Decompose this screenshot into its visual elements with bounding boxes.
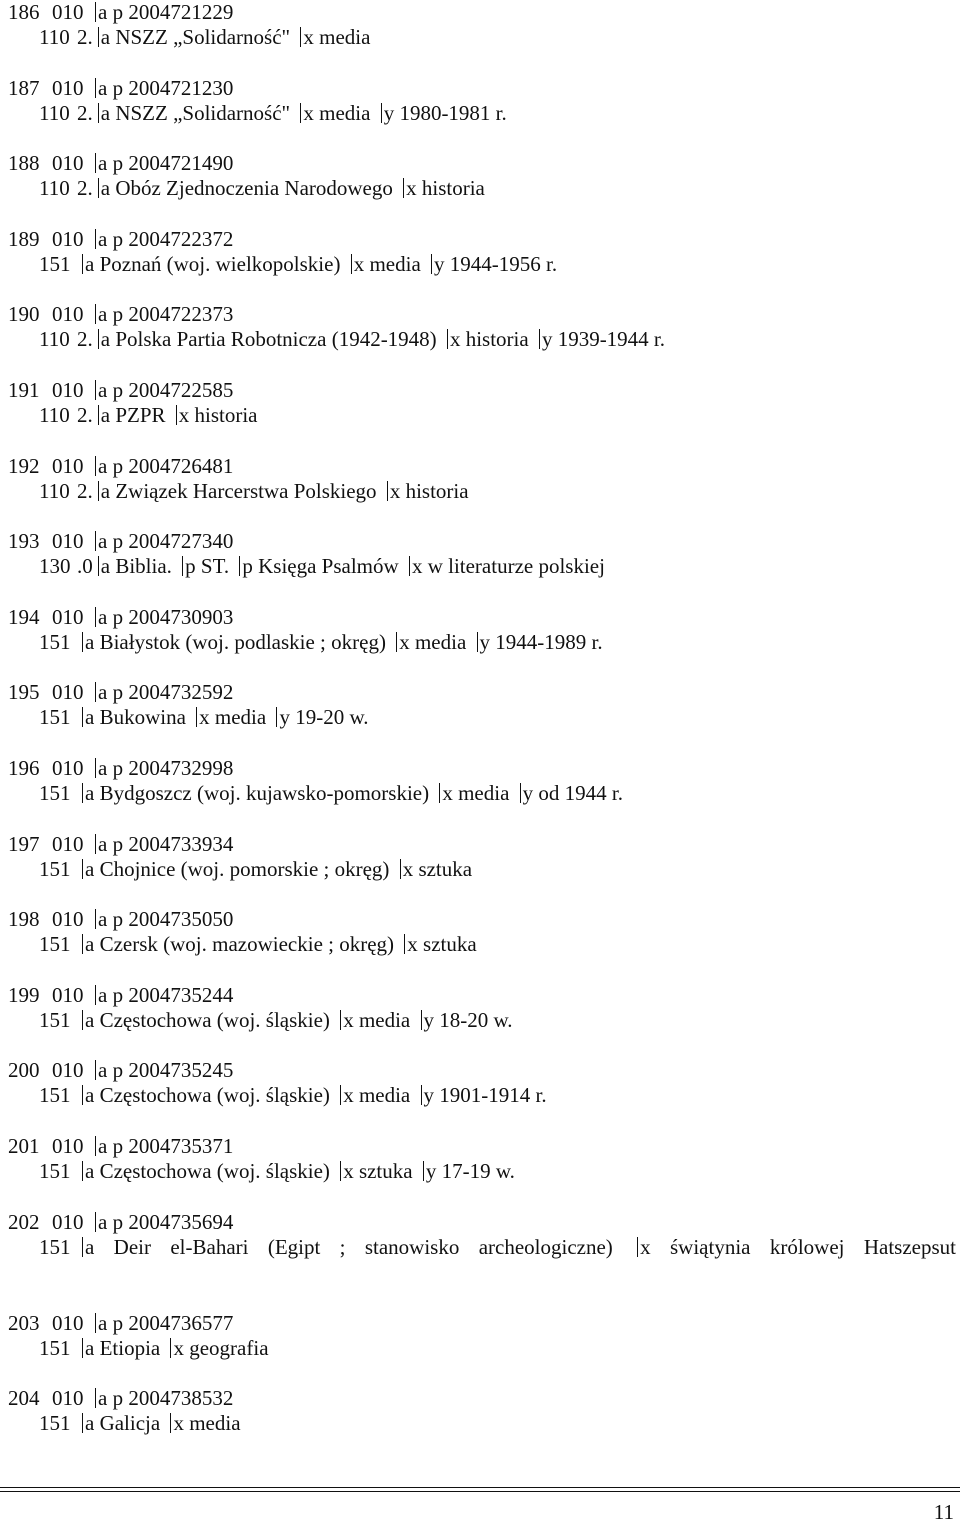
- subfield-separator: [95, 531, 96, 551]
- record-line-010: [8, 454, 956, 479]
- subfield-text: x świątynia królowej Hatszepsut: [640, 1234, 956, 1259]
- subfield-separator: [82, 1413, 83, 1433]
- subfield-text: x geografia: [173, 1335, 269, 1360]
- subfield-text: a Częstochowa (woj. śląskie): [85, 1083, 330, 1108]
- subfield-text: a Biblia.: [100, 554, 172, 579]
- subfield-separator: [447, 329, 448, 349]
- subfield-separator: [423, 1161, 424, 1181]
- record-entry: [8, 529, 956, 605]
- record-line-010: [8, 832, 956, 857]
- field-tag: 010: [52, 907, 84, 932]
- field-tag: 110: [39, 478, 70, 503]
- subfield-text: x media: [303, 25, 371, 49]
- page-number: 11: [933, 1500, 954, 1524]
- subfield-separator: [95, 1388, 96, 1408]
- subfield-text: a Galicja: [85, 1411, 161, 1436]
- subfield-separator: [182, 556, 183, 576]
- subfield-separator: [95, 1136, 96, 1156]
- record-line-data: [8, 630, 956, 655]
- record-line-data: [8, 101, 956, 126]
- record-line-data: [8, 176, 956, 201]
- record-line-data: [8, 705, 956, 730]
- indicator: 2.: [77, 402, 93, 427]
- record-number: 198: [8, 907, 40, 932]
- field-tag: 151: [39, 705, 71, 730]
- record-number: 190: [8, 302, 40, 327]
- subfield-text: x media: [442, 780, 510, 805]
- subfield-separator: [95, 758, 96, 778]
- subfield-text: a Chojnice (woj. pomorskie ; okręg): [85, 856, 390, 881]
- subfield-separator: [82, 859, 83, 879]
- subfield-separator: [98, 481, 99, 501]
- record-line-010: [8, 756, 956, 781]
- subfield-separator: [95, 229, 96, 249]
- subfield-text: x historia: [406, 176, 485, 201]
- subfield-text: a p 2004732998: [98, 755, 234, 780]
- record-entry: [8, 680, 956, 756]
- subfield-text: a p 2004721229: [98, 0, 234, 24]
- subfield-separator: [95, 985, 96, 1005]
- record-entry: [8, 378, 956, 454]
- record-number: 196: [8, 755, 40, 780]
- subfield-text: p Księga Psalmów: [242, 554, 399, 579]
- record-line-010: [8, 227, 956, 252]
- subfield-separator: [82, 783, 83, 803]
- subfield-text: a Etiopia: [85, 1335, 161, 1360]
- field-tag: 010: [52, 1386, 84, 1411]
- subfield-text: y 19-20 w.: [279, 705, 369, 730]
- field-tag: 010: [52, 1058, 84, 1083]
- field-tag: 110: [39, 176, 70, 201]
- record-line-010: [8, 1058, 956, 1083]
- record-line-010: [8, 907, 956, 932]
- subfield-text: a Obóz Zjednoczenia Narodowego: [100, 176, 393, 201]
- field-tag: 010: [52, 831, 84, 856]
- subfield-separator: [82, 1237, 83, 1257]
- field-tag: 110: [39, 100, 70, 125]
- subfield-text: x media: [343, 1007, 411, 1032]
- record-line-data: [8, 781, 956, 806]
- subfield-separator: [82, 254, 83, 274]
- subfield-text: a p 2004735245: [98, 1058, 234, 1083]
- field-tag: 010: [52, 755, 84, 780]
- field-tag: 130: [39, 554, 71, 579]
- field-tag: 010: [52, 302, 84, 327]
- field-tag: 151: [39, 856, 71, 881]
- record-entry: [8, 756, 956, 832]
- record-line-data: [8, 1235, 956, 1260]
- record-entry: [8, 227, 956, 303]
- subfield-separator: [98, 329, 99, 349]
- record-entry: [8, 1134, 956, 1210]
- record-line-010: [8, 302, 956, 327]
- subfield-separator: [82, 934, 83, 954]
- record-line-data: [8, 554, 956, 579]
- field-tag: 110: [39, 25, 70, 49]
- record-entry: [8, 454, 956, 530]
- subfield-text: x sztuka: [407, 932, 477, 957]
- subfield-separator: [98, 27, 99, 47]
- subfield-separator: [404, 934, 405, 954]
- subfield-text: x media: [303, 100, 371, 125]
- subfield-text: a p 2004736577: [98, 1310, 234, 1335]
- subfield-separator: [82, 1010, 83, 1030]
- subfield-text: a Polska Partia Robotnicza (1942-1948): [100, 327, 437, 352]
- subfield-separator: [340, 1161, 341, 1181]
- subfield-separator: [539, 329, 540, 349]
- subfield-separator: [300, 103, 301, 123]
- subfield-text: a p 2004735244: [98, 982, 234, 1007]
- subfield-separator: [82, 1338, 83, 1358]
- subfield-separator: [98, 103, 99, 123]
- record-line-data: [8, 1008, 956, 1033]
- indicator: 2.: [77, 25, 93, 49]
- subfield-text: a p 2004722585: [98, 377, 234, 402]
- subfield-text: a p 2004727340: [98, 529, 234, 554]
- subfield-separator: [95, 909, 96, 929]
- subfield-separator: [170, 1338, 171, 1358]
- record-line-010: [8, 378, 956, 403]
- record-line-data: [8, 403, 956, 428]
- record-line-010: [8, 0, 956, 25]
- record-number: 194: [8, 604, 40, 629]
- subfield-separator: [439, 783, 440, 803]
- subfield-text: y 1944-1956 r.: [434, 251, 558, 276]
- subfield-separator: [95, 1060, 96, 1080]
- field-tag: 151: [39, 932, 71, 957]
- record-number: 193: [8, 529, 40, 554]
- field-tag: 151: [39, 251, 71, 276]
- field-tag: 010: [52, 1310, 84, 1335]
- record-line-data: [8, 252, 956, 277]
- subfield-text: a p 2004732592: [98, 680, 234, 705]
- subfield-separator: [520, 783, 521, 803]
- field-tag: 151: [39, 1411, 71, 1436]
- subfield-separator: [82, 707, 83, 727]
- subfield-text: a Poznań (woj. wielkopolskie): [85, 251, 341, 276]
- subfield-separator: [95, 834, 96, 854]
- subfield-separator: [387, 481, 388, 501]
- subfield-separator: [95, 2, 96, 22]
- subfield-separator: [351, 254, 352, 274]
- field-tag: 151: [39, 1234, 71, 1259]
- record-number: 199: [8, 982, 40, 1007]
- field-tag: 010: [52, 982, 84, 1007]
- subfield-separator: [421, 1010, 422, 1030]
- record-line-010: [8, 1386, 956, 1411]
- subfield-text: x sztuka: [343, 1158, 413, 1183]
- record-entry: [8, 151, 956, 227]
- record-number: 188: [8, 151, 40, 176]
- subfield-text: y 1944-1989 r.: [479, 629, 603, 654]
- subfield-separator: [276, 707, 277, 727]
- field-tag: 010: [52, 226, 84, 251]
- record-line-data: [8, 25, 956, 50]
- record-number: 197: [8, 831, 40, 856]
- field-tag: 151: [39, 780, 71, 805]
- subfield-text: a Czersk (woj. mazowieckie ; okręg): [85, 932, 395, 957]
- subfield-text: x historia: [389, 478, 469, 503]
- subfield-separator: [170, 1413, 171, 1433]
- subfield-text: a Bydgoszcz (woj. kujawsko-pomorskie): [85, 780, 430, 805]
- subfield-text: a NSZZ „Solidarność": [100, 100, 291, 125]
- record-number: 189: [8, 226, 40, 251]
- subfield-text: y 1901-1914 r.: [423, 1083, 547, 1108]
- record-line-data: [8, 479, 956, 504]
- subfield-separator: [409, 556, 410, 576]
- subfield-text: y 17-19 w.: [425, 1158, 515, 1183]
- subfield-text: y od 1944 r.: [522, 780, 623, 805]
- subfield-text: a p 2004722373: [98, 302, 234, 327]
- record-line-data: [8, 327, 956, 352]
- record-number: 191: [8, 377, 40, 402]
- record-line-data: [8, 857, 956, 882]
- subfield-text: a p 2004738532: [98, 1386, 234, 1411]
- record-number: 195: [8, 680, 40, 705]
- subfield-separator: [239, 556, 240, 576]
- field-tag: 010: [52, 377, 84, 402]
- subfield-separator: [95, 1212, 96, 1232]
- subfield-text: a Związek Harcerstwa Polskiego: [100, 478, 377, 503]
- record-entry: [8, 1386, 956, 1462]
- subfield-separator: [400, 859, 401, 879]
- record-entry: [8, 907, 956, 983]
- subfield-text: a Częstochowa (woj. śląskie): [85, 1158, 330, 1183]
- record-entry: [8, 832, 956, 908]
- subfield-text: x w literaturze polskiej: [411, 554, 605, 579]
- subfield-text: a p 2004721230: [98, 75, 234, 100]
- indicator: 2.: [77, 100, 93, 125]
- subfield-separator: [95, 153, 96, 173]
- subfield-separator: [421, 1085, 422, 1105]
- record-entry: [8, 605, 956, 681]
- field-tag: 010: [52, 75, 84, 100]
- subfield-separator: [176, 405, 177, 425]
- record-entry: [8, 1210, 956, 1311]
- subfield-text: a Częstochowa (woj. śląskie): [85, 1007, 330, 1032]
- indicator: .0: [77, 554, 93, 579]
- subfield-text: a NSZZ „Solidarność": [100, 25, 291, 49]
- record-line-010: [8, 151, 956, 176]
- subfield-separator: [381, 103, 382, 123]
- subfield-separator: [98, 405, 99, 425]
- subfield-separator: [95, 1313, 96, 1333]
- subfield-text: a p 2004722372: [98, 226, 234, 251]
- subfield-separator: [95, 304, 96, 324]
- field-tag: 151: [39, 1007, 71, 1032]
- record-line-010: [8, 1311, 956, 1336]
- subfield-text: y 1939-1944 r.: [541, 327, 666, 352]
- subfield-separator: [82, 1085, 83, 1105]
- subfield-text: a Deir el-Bahari (Egipt ; stanowisko archeologiczne): [85, 1234, 613, 1259]
- subfield-text: a Białystok (woj. podlaskie ; okręg): [85, 629, 386, 654]
- subfield-separator: [637, 1237, 638, 1257]
- subfield-text: x media: [399, 629, 467, 654]
- subfield-text: a p 2004721490: [98, 151, 234, 176]
- field-tag: 010: [52, 1209, 84, 1234]
- field-tag: 151: [39, 1335, 71, 1360]
- record-line-data: [8, 932, 956, 957]
- subfield-text: x media: [353, 251, 421, 276]
- record-entry: [8, 76, 956, 152]
- record-number: 203: [8, 1310, 40, 1335]
- subfield-text: x media: [199, 705, 267, 730]
- subfield-separator: [340, 1085, 341, 1105]
- subfield-text: a p 2004730903: [98, 604, 234, 629]
- field-tag: 010: [52, 151, 84, 176]
- record-line-010: [8, 1134, 956, 1159]
- field-tag: 151: [39, 629, 71, 654]
- subfield-separator: [431, 254, 432, 274]
- subfield-separator: [95, 682, 96, 702]
- subfield-separator: [98, 556, 99, 576]
- subfield-text: a p 2004735694: [98, 1209, 234, 1234]
- subfield-text: x historia: [178, 402, 258, 427]
- subfield-text: a p 2004726481: [98, 453, 234, 478]
- subfield-separator: [95, 607, 96, 627]
- record-line-010: [8, 529, 956, 554]
- field-tag: 010: [52, 0, 84, 24]
- record-line-010: [8, 680, 956, 705]
- record-entry: [8, 0, 956, 76]
- record-list: [8, 0, 956, 1462]
- field-tag: 010: [52, 680, 84, 705]
- subfield-separator: [196, 707, 197, 727]
- footer-rule: [0, 1487, 960, 1492]
- record-line-data: [8, 1159, 956, 1184]
- field-tag: 110: [39, 402, 70, 427]
- record-number: 202: [8, 1209, 40, 1234]
- subfield-text: x sztuka: [402, 856, 473, 881]
- record-entry: [8, 1311, 956, 1387]
- record-line-010: [8, 76, 956, 101]
- record-entry: [8, 983, 956, 1059]
- subfield-text: y 1980-1981 r.: [383, 100, 507, 125]
- field-tag: 151: [39, 1083, 71, 1108]
- subfield-text: a p 2004733934: [98, 831, 234, 856]
- subfield-text: p ST.: [185, 554, 230, 579]
- subfield-text: a p 2004735371: [98, 1133, 234, 1158]
- field-tag: 010: [52, 453, 84, 478]
- record-line-data: [8, 1336, 956, 1361]
- record-number: 204: [8, 1386, 40, 1411]
- field-tag: 010: [52, 604, 84, 629]
- field-tag: 151: [39, 1158, 71, 1183]
- indicator: 2.: [77, 478, 93, 503]
- record-line-data: [8, 1411, 956, 1436]
- record-number: 201: [8, 1133, 40, 1158]
- subfield-separator: [340, 1010, 341, 1030]
- subfield-separator: [95, 380, 96, 400]
- subfield-separator: [396, 632, 397, 652]
- record-entry: [8, 302, 956, 378]
- record-number: 187: [8, 75, 40, 100]
- record-line-data: [8, 1083, 956, 1108]
- record-line-010: [8, 1210, 956, 1235]
- subfield-text: x historia: [449, 327, 529, 352]
- subfield-separator: [95, 78, 96, 98]
- record-number: 200: [8, 1058, 40, 1083]
- record-number: 186: [8, 0, 40, 24]
- subfield-text: x media: [343, 1083, 411, 1108]
- subfield-text: x media: [173, 1411, 241, 1436]
- record-number: 192: [8, 453, 40, 478]
- subfield-separator: [95, 456, 96, 476]
- subfield-text: a p 2004735050: [98, 907, 234, 932]
- subfield-separator: [300, 27, 301, 47]
- field-tag: 010: [52, 1133, 84, 1158]
- subfield-text: a Bukowina: [85, 705, 186, 730]
- record-line-010: [8, 605, 956, 630]
- record-line-010: [8, 983, 956, 1008]
- subfield-separator: [98, 178, 99, 198]
- indicator: 2.: [77, 176, 93, 201]
- field-tag: 010: [52, 529, 84, 554]
- subfield-separator: [403, 178, 404, 198]
- subfield-separator: [477, 632, 478, 652]
- subfield-text: y 18-20 w.: [423, 1007, 513, 1032]
- record-entry: [8, 1058, 956, 1134]
- subfield-separator: [82, 1161, 83, 1181]
- field-tag: 110: [39, 327, 70, 352]
- subfield-text: a PZPR: [100, 402, 166, 427]
- indicator: 2.: [77, 327, 93, 352]
- subfield-separator: [82, 632, 83, 652]
